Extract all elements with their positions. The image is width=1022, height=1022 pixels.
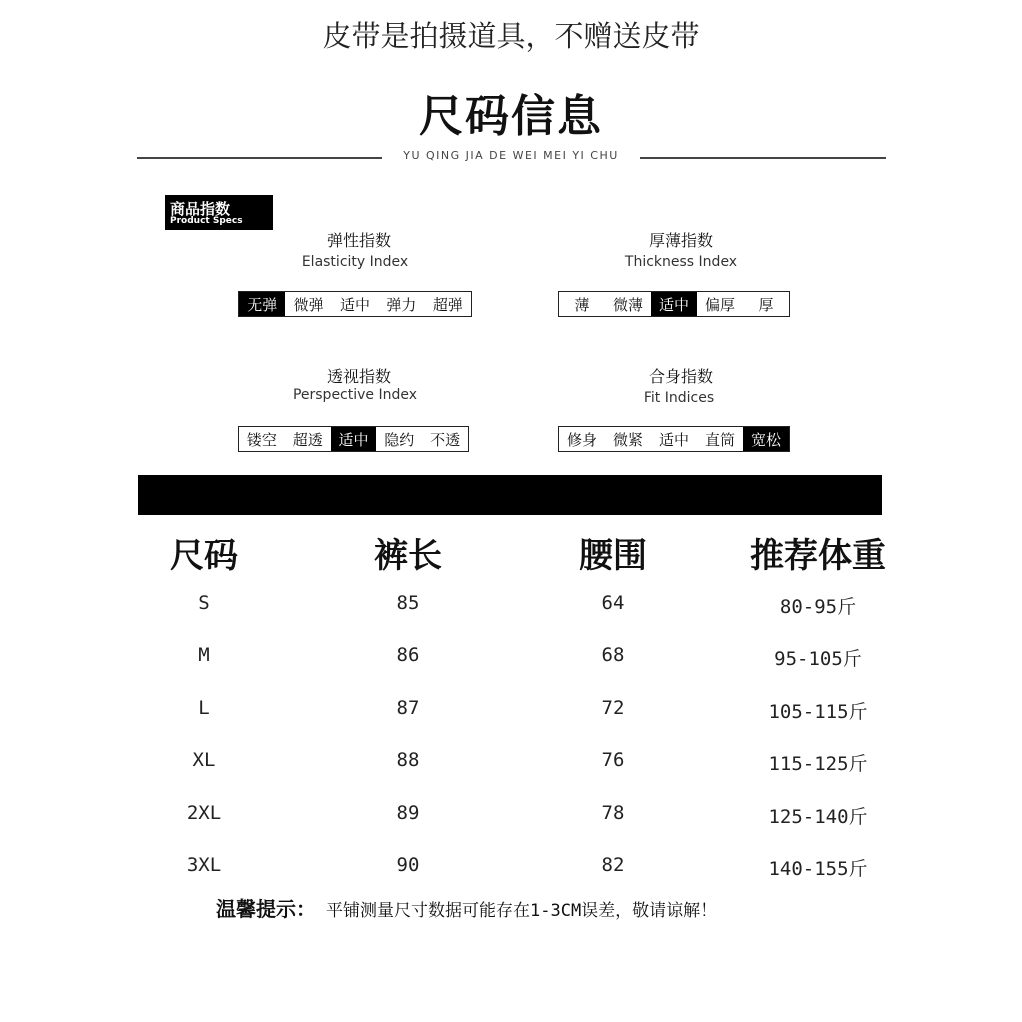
badge-cn: 商品指数 bbox=[170, 200, 231, 218]
fit-subtitle: Fit Indices bbox=[643, 390, 715, 406]
table-cell: 76 bbox=[601, 749, 625, 772]
elasticity-subtitle: Elasticity Index bbox=[301, 254, 409, 270]
perspective-option: 镂空 bbox=[246, 430, 277, 449]
page-subtitle: YU QING JIA DE WEI MEI YI CHU bbox=[403, 149, 619, 162]
table-cell: M bbox=[198, 644, 210, 667]
perspective-option: 适中 bbox=[331, 427, 377, 451]
product-specs-badge bbox=[165, 195, 273, 230]
table-cell: S bbox=[198, 592, 210, 614]
divider-left bbox=[137, 157, 382, 159]
header-size: 尺码 bbox=[170, 536, 238, 576]
thickness-option: 薄 bbox=[574, 295, 590, 314]
fit-option: 修身 bbox=[566, 430, 597, 449]
thickness-subtitle: Thickness Index bbox=[624, 254, 738, 270]
fit-option: 微紧 bbox=[612, 430, 643, 449]
tip-label: 温馨提示： bbox=[216, 897, 316, 921]
belt-notice: 皮带是拍摄道具，不赠送皮带 bbox=[322, 19, 700, 53]
perspective-option: 超透 bbox=[292, 430, 323, 449]
thickness-option: 偏厚 bbox=[704, 295, 735, 314]
table-cell: 80-95斤 bbox=[779, 596, 857, 618]
warm-tip bbox=[216, 893, 717, 922]
perspective-subtitle: Perspective Index bbox=[292, 387, 418, 403]
badge-en: Product Specs bbox=[170, 216, 243, 226]
elasticity-title: 弹性指数 bbox=[326, 231, 391, 250]
fit-option: 宽松 bbox=[743, 427, 789, 451]
header-waist: 腰围 bbox=[579, 536, 647, 576]
table-cell: L bbox=[198, 696, 210, 719]
elasticity-option: 超弹 bbox=[432, 295, 463, 314]
section-bar bbox=[138, 475, 882, 515]
table-cell: 72 bbox=[601, 696, 625, 719]
thickness-scale bbox=[558, 291, 790, 317]
thickness-option: 厚 bbox=[758, 295, 774, 314]
perspective-scale bbox=[238, 426, 469, 452]
table-cell: 78 bbox=[601, 801, 625, 824]
elasticity-option: 无弹 bbox=[239, 292, 285, 316]
elasticity-option: 弹力 bbox=[386, 295, 417, 314]
table-cell: 82 bbox=[601, 854, 625, 876]
header-length: 裤长 bbox=[374, 536, 442, 576]
elasticity-option: 适中 bbox=[340, 295, 371, 314]
perspective-option: 不透 bbox=[430, 430, 461, 449]
table-cell: 87 bbox=[396, 696, 420, 719]
divider-right bbox=[640, 157, 886, 159]
table-cell: 89 bbox=[396, 801, 420, 824]
table-cell: 90 bbox=[396, 854, 420, 876]
tip-text: 平铺测量尺寸数据可能存在1-3CM误差，敬请谅解！ bbox=[326, 901, 718, 921]
table-cell: 3XL bbox=[186, 854, 222, 876]
perspective-title: 透视指数 bbox=[326, 367, 391, 386]
table-cell: 140-155斤 bbox=[768, 858, 868, 880]
table-cell: 88 bbox=[396, 749, 420, 772]
table-cell: 125-140斤 bbox=[768, 805, 868, 828]
page-title: 尺码信息 bbox=[419, 91, 603, 142]
thickness-option: 适中 bbox=[651, 292, 697, 316]
perspective-option: 隐约 bbox=[384, 430, 415, 449]
table-cell: 95-105斤 bbox=[774, 648, 862, 671]
table-cell: 64 bbox=[601, 592, 625, 614]
fit-scale bbox=[558, 426, 790, 452]
fit-option: 适中 bbox=[658, 430, 689, 449]
fit-title: 合身指数 bbox=[648, 367, 713, 386]
thickness-title: 厚薄指数 bbox=[648, 231, 713, 250]
table-cell: XL bbox=[192, 749, 216, 772]
thickness-option: 微薄 bbox=[612, 295, 643, 314]
table-cell: 85 bbox=[396, 592, 420, 614]
table-cell: 68 bbox=[601, 644, 625, 667]
table-cell: 105-115斤 bbox=[768, 700, 868, 723]
table-cell: 86 bbox=[396, 644, 420, 667]
header-weight: 推荐体重 bbox=[750, 536, 886, 576]
elasticity-scale bbox=[238, 291, 472, 317]
table-cell: 2XL bbox=[186, 801, 222, 824]
table-cell: 115-125斤 bbox=[768, 753, 868, 776]
elasticity-option: 微弹 bbox=[293, 295, 324, 314]
fit-option: 直筒 bbox=[704, 430, 735, 449]
